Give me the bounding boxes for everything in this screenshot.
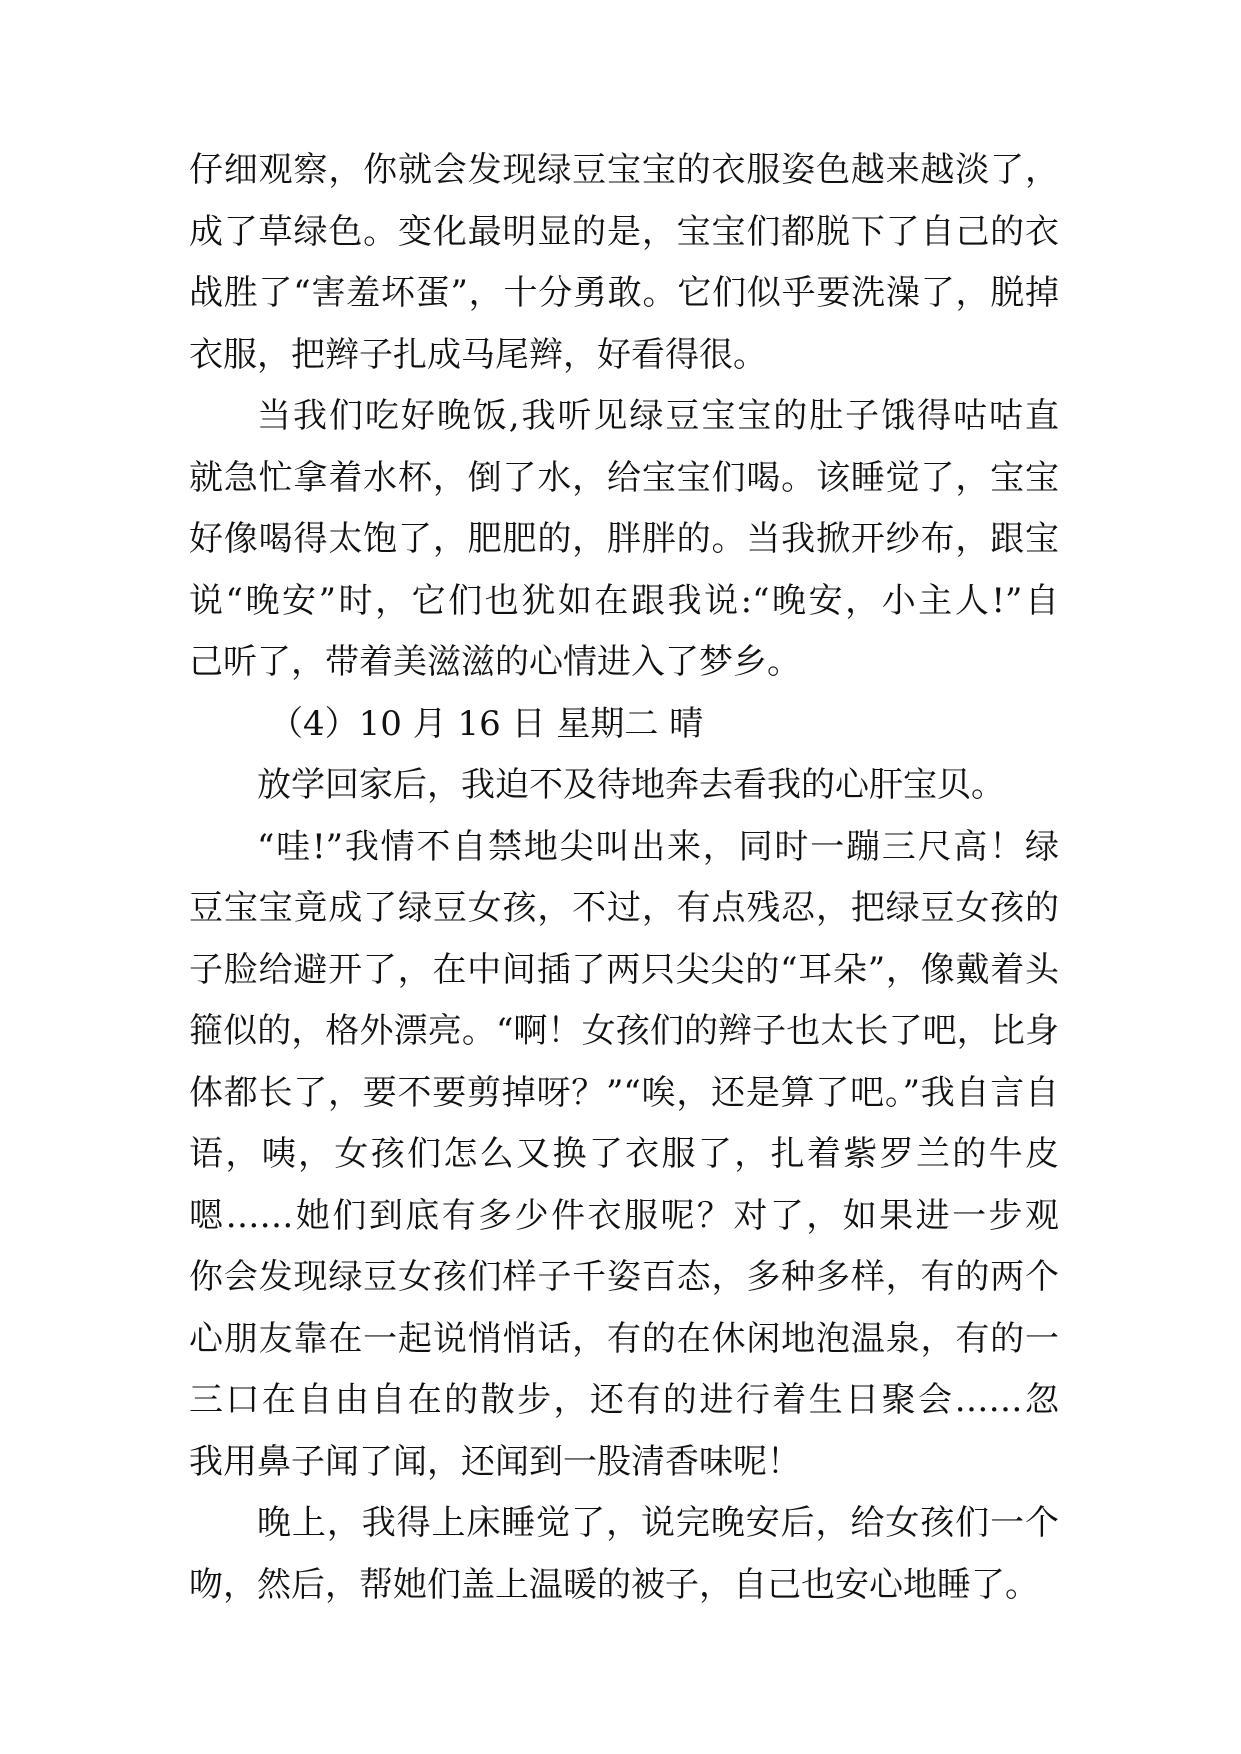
text-line: 嗯……她们到底有多少件衣服呢？对了，如果进一步观 (189, 1195, 1059, 1236)
paragraph-first-line: 晚上，我得上床睡觉了，说完晚安后，给女孩们一个 (257, 1503, 1059, 1543)
text-line: 说“晚安”时，它们也犹如在跟我说:“晚安，小主人!”自 (189, 580, 1059, 621)
text-line: 箍似的，格外漂亮。“啊！女孩们的辫子也太长了吧，比身 (189, 1011, 1059, 1051)
body-text (189, 140, 1059, 1616)
paragraph-first-line: “哇!”我情不自禁地尖叫出来，同时一蹦三尺高！绿 (257, 826, 1059, 867)
text-line: 心朋友靠在一起说悄悄话，有的在休闲地泡温泉，有的一 (189, 1318, 1059, 1359)
text-line: 仔细观察，你就会发现绿豆宝宝的衣服姿色越来越淡了， (189, 150, 1059, 190)
text-line: 成了草绿色。变化最明显的是，宝宝们都脱下了自己的衣 (189, 211, 1059, 252)
text-line: 吻，然后，帮她们盖上温暖的被子，自己也安心地睡了。 (189, 1564, 1039, 1605)
text-line: 我用鼻子闻了闻，还闻到一股清香味呢！ (189, 1441, 801, 1482)
text-line: 好像喝得太饱了，肥肥的，胖胖的。当我掀开纱布，跟宝 (189, 519, 1059, 559)
text-line: 衣服，把辫子扎成马尾辫，好看得很。 (189, 334, 767, 375)
text-line: 战胜了“害羞坏蛋”，十分勇敢。它们似乎要洗澡了，脱掉 (189, 273, 1059, 313)
text-line: 你会发现绿豆女孩们样子千姿百态，多种多样，有的两个 (189, 1257, 1059, 1297)
text-line: 体都长了，要不要剪掉呀？”“唉，还是算了吧。”我自言自 (189, 1072, 1059, 1113)
paragraph-first-line: 当我们吃好晚饭,我听见绿豆宝宝的肚子饿得咕咕直 (257, 396, 1059, 436)
text-line: 语，咦，女孩们怎么又换了衣服了，扎着紫罗兰的牛皮 (189, 1134, 1059, 1174)
text-line: 就急忙拿着水杯，倒了水，给宝宝们喝。该睡觉了，宝宝 (189, 457, 1059, 498)
text-line: 己听了，带着美滋滋的心情进入了梦乡。 (189, 642, 801, 682)
text-line: 三口在自由自在的散步，还有的进行着生日聚会……忽 (189, 1380, 1059, 1420)
paragraph-first-line: 放学回家后，我迫不及待地奔去看我的心肝宝贝。 (257, 765, 1005, 805)
text-line: 豆宝宝竟成了绿豆女孩，不过，有点残忍，把绿豆女孩的 (189, 888, 1059, 928)
text-line: 子脸给避开了，在中间插了两只尖尖的“耳朵”，像戴着头 (189, 949, 1059, 990)
diary-date-heading: （4）10 月 16 日 星期二 晴 (269, 703, 704, 744)
